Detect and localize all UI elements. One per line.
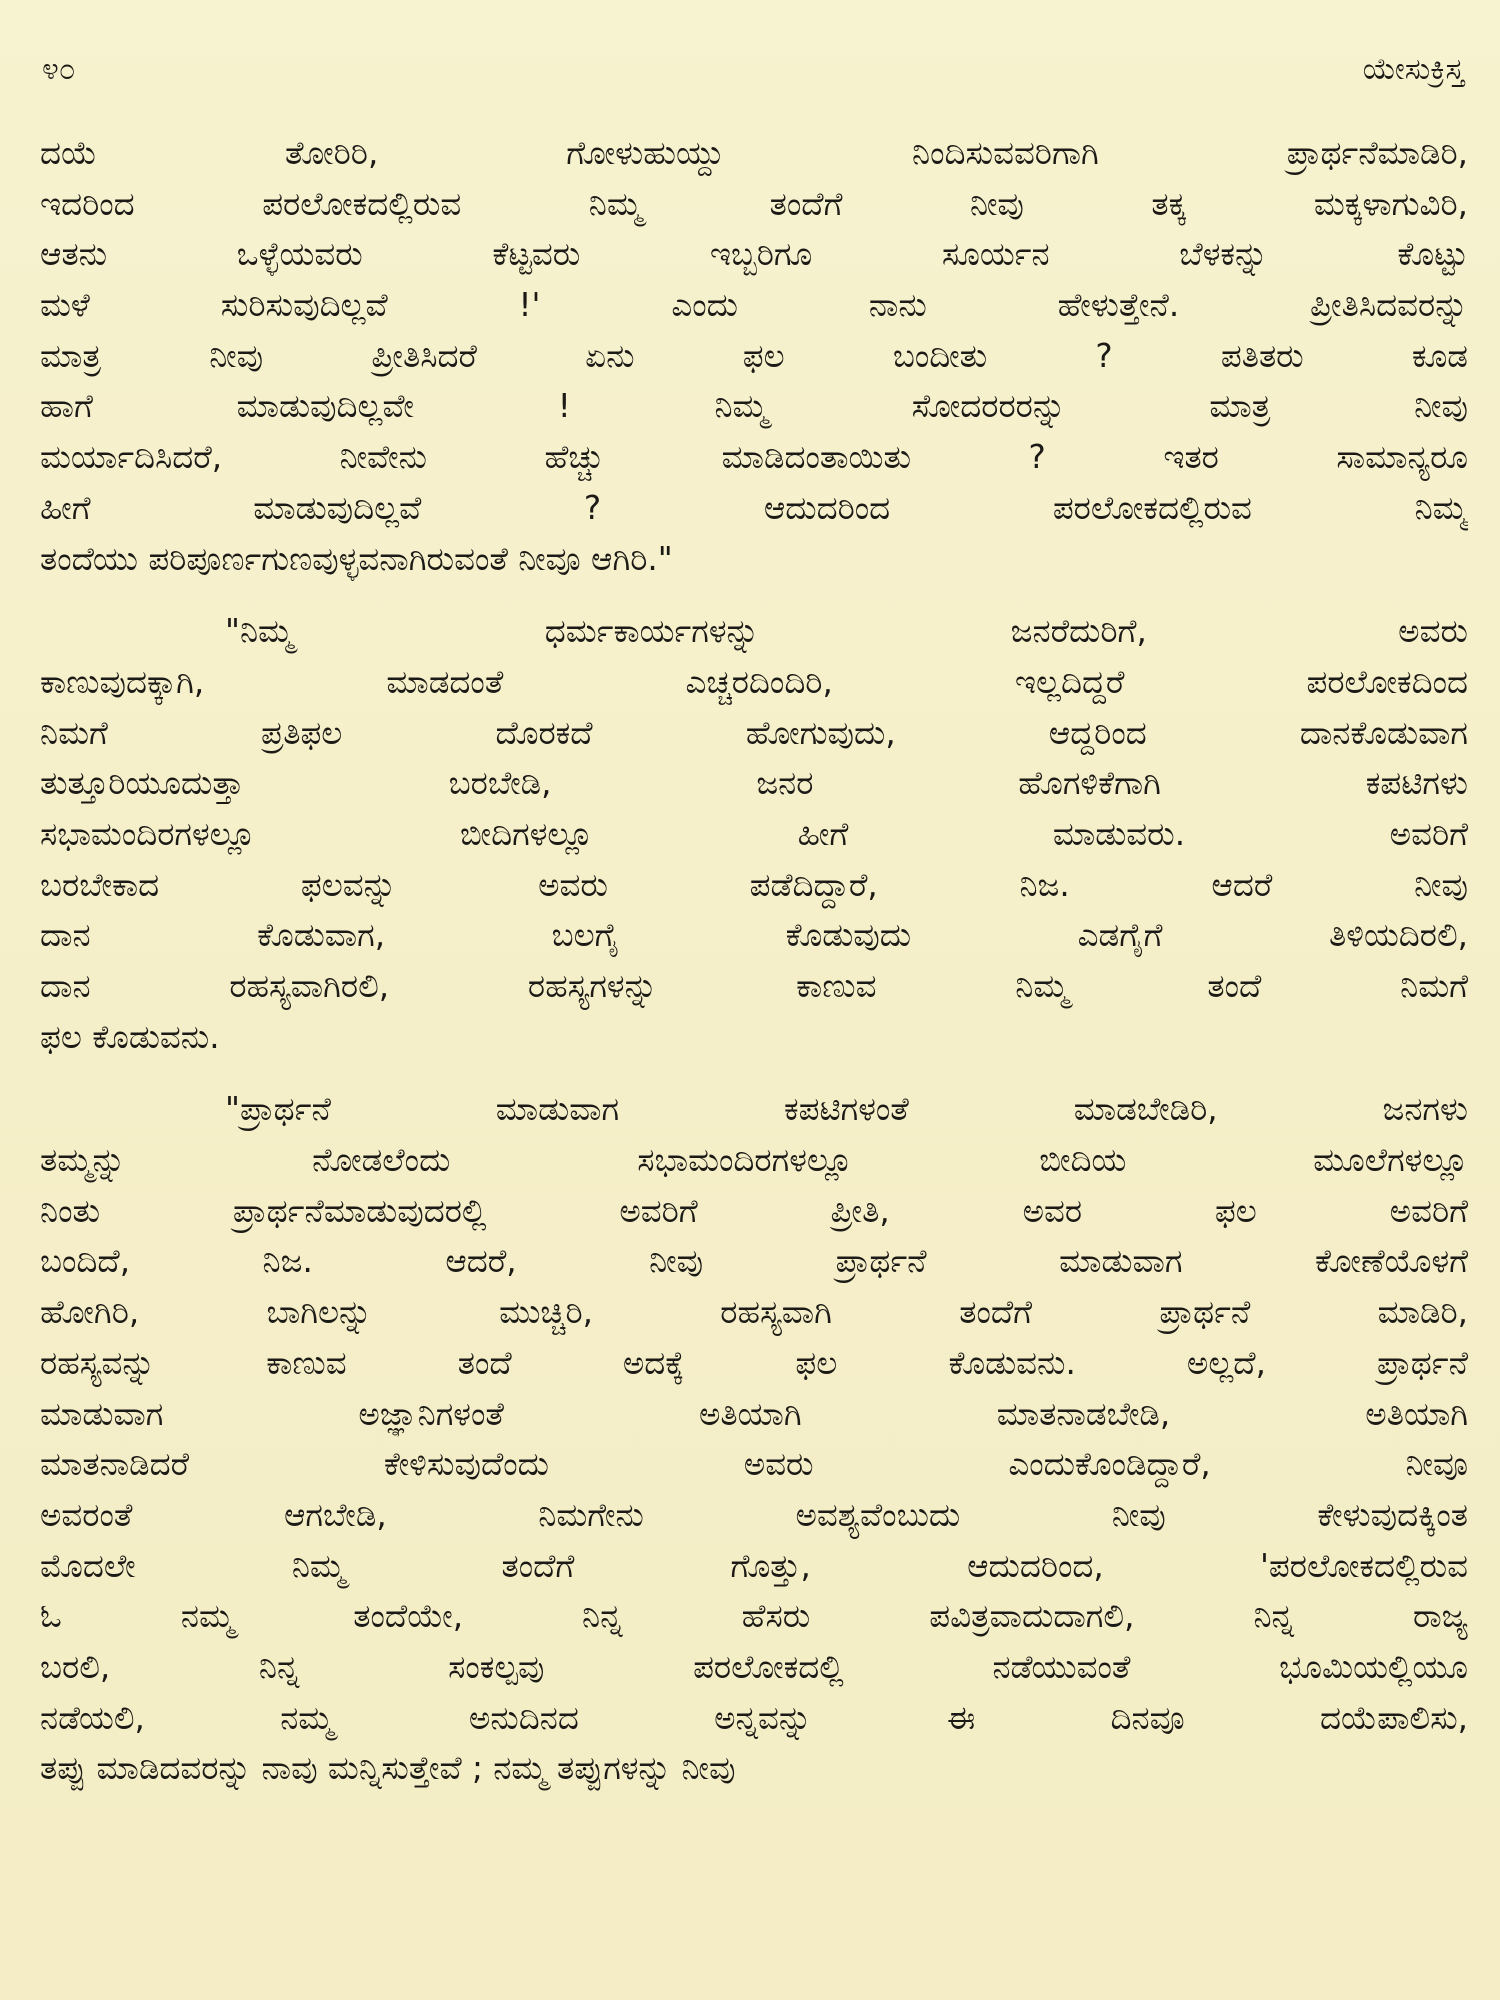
page-header: [42, 52, 1464, 112]
text-line: ದಾನ ಕೊಡುವಾಗ, ಬಲಗೈ ಕೊಡುವುದು ಎಡಗೈಗೆ ತಿಳಿಯದಿರಲಿ,: [40, 916, 1468, 955]
text-line: ಸಭಾಮಂದಿರಗಳಲ್ಲೂ ಬೀದಿಗಳಲ್ಲೂ ಹೀಗೆ ಮಾಡುವರು. ಅವರಿಗೆ: [40, 814, 1468, 853]
text-line: ರಹಸ್ಯವನ್ನು ಕಾಣುವ ತಂದೆ ಅದಕ್ಕೆ ಫಲ ಕೊಡುವನು. ಅಲ್ಲದೆ, ಪ್ರಾರ್ಥನೆ: [40, 1343, 1468, 1382]
text-line: ಇದರಿಂದ ಪರಲೋಕದಲ್ಲಿರುವ ನಿಮ್ಮ ತಂದೆಗೆ ನೀವು ತಕ್ಕ ಮಕ್ಕಳಾಗುವಿರಿ,: [40, 184, 1468, 223]
text-line: ಬಂದಿದೆ, ನಿಜ. ಆದರೆ, ನೀವು ಪ್ರಾರ್ಥನೆ ಮಾಡುವಾಗ ಕೋಣೆಯೊಳಗೆ: [40, 1242, 1468, 1281]
text-line: ಕಾಣುವುದಕ್ಕಾಗಿ, ಮಾಡದಂತೆ ಎಚ್ಚರದಿಂದಿರಿ, ಇಲ್ಲದಿದ್ದರೆ ಪರಲೋಕದಿಂದ: [40, 662, 1468, 701]
text-line: "ಪ್ರಾರ್ಥನೆ ಮಾಡುವಾಗ ಕಪಟಿಗಳಂತೆ ಮಾಡಬೇಡಿರಿ, ಜನಗಳು: [225, 1090, 1468, 1129]
text-line: ಹಾಗೆ ಮಾಡುವುದಿಲ್ಲವೇ ! ನಿಮ್ಮ ಸೋದರರರನ್ನು ಮಾತ್ರ ನೀವು: [40, 387, 1468, 426]
text-line: ತಪ್ಪು ಮಾಡಿದವರನ್ನು ನಾವು ಮನ್ನಿಸುತ್ತೇವೆ ; ನಮ್ಮ ತಪ್ಪುಗಳನ್ನು ನೀವು: [40, 1749, 736, 1788]
text-line: ನಿಮಗೆ ಪ್ರತಿಫಲ ದೊರಕದೆ ಹೋಗುವುದು, ಆದ್ದರಿಂದ ದಾನಕೊಡುವಾಗ: [40, 713, 1468, 752]
paragraph: [40, 128, 1468, 584]
text-line: ದಾನ ರಹಸ್ಯವಾಗಿರಲಿ, ರಹಸ್ಯಗಳನ್ನು ಕಾಣುವ ನಿಮ್ಮ ತಂದೆ ನಿಮಗೆ: [40, 967, 1468, 1005]
text-line: ಮಾತ್ರ ನೀವು ಪ್ರೀತಿಸಿದರೆ ಏನು ಫಲ ಬಂದೀತು ? ಪತಿತರು ಕೂಡ: [40, 336, 1468, 375]
text-line: ಅವರಂತೆ ಆಗಬೇಡಿ, ನಿಮಗೇನು ಅವಶ್ಯವೆಂಬುದು ನೀವು ಕೇಳುವುದಕ್ಕಿಂತ: [40, 1495, 1468, 1534]
paragraph: [40, 1084, 1468, 1794]
text-line: ಬರಬೇಕಾದ ಫಲವನ್ನು ಅವರು ಪಡೆದಿದ್ದಾರೆ, ನಿಜ. ಆದರೆ ನೀವು: [40, 865, 1468, 904]
text-line: ಮಾಡುವಾಗ ಅಜ್ಞಾನಿಗಳಂತೆ ಅತಿಯಾಗಿ ಮಾತನಾಡಬೇಡಿ, ಅತಿಯಾಗಿ: [40, 1394, 1468, 1433]
paragraph: [40, 606, 1468, 1062]
text-line: ಮಾತನಾಡಿದರೆ ಕೇಳಿಸುವುದೆಂದು ಅವರು ಎಂದುಕೊಂಡಿದ್ದಾರೆ, ನೀವೂ: [40, 1445, 1468, 1484]
text-line: ಆತನು ಒಳ್ಳೆಯವರು ಕೆಟ್ಟವರು ಇಬ್ಬರಿಗೂ ಸೂರ್ಯನ ಬೆಳಕನ್ನು ಕೊಟ್ಟು: [40, 235, 1468, 274]
text-line: "ನಿಮ್ಮ ಧರ್ಮಕಾರ್ಯಗಳನ್ನು ಜನರೆದುರಿಗೆ, ಅವರು: [225, 612, 1468, 651]
text-line: ಓ ನಮ್ಮ ತಂದೆಯೇ, ನಿನ್ನ ಹೆಸರು ಪವಿತ್ರವಾದುದಾಗಲಿ, ನಿನ್ನ ರಾಜ್ಯ: [40, 1597, 1468, 1636]
text-line: ದಯೆ ತೋರಿರಿ, ಗೋಳುಹುಯ್ದು ನಿಂದಿಸುವವರಿಗಾಗಿ ಪ್ರಾರ್ಥನೆಮಾಡಿರಿ,: [40, 134, 1468, 172]
text-line: ಮರ್ಯಾದಿಸಿದರೆ, ನೀವೇನು ಹೆಚ್ಚು ಮಾಡಿದಂತಾಯಿತು ? ಇತರ ಸಾಮಾನ್ಯರೂ: [40, 438, 1468, 477]
text-line: ತಮ್ಮನ್ನು ನೋಡಲೆಂದು ಸಭಾಮಂದಿರಗಳಲ್ಲೂ ಬೀದಿಯ ಮೂಲೆಗಳಲ್ಲೂ: [40, 1141, 1468, 1180]
text-line: ಹೀಗೆ ಮಾಡುವುದಿಲ್ಲವೆ ? ಆದುದರಿಂದ ಪರಲೋಕದಲ್ಲಿರುವ ನಿಮ್ಮ: [40, 488, 1468, 527]
text-line: ನಿಂತು ಪ್ರಾರ್ಥನೆಮಾಡುವುದರಲ್ಲಿ ಅವರಿಗೆ ಪ್ರೀತಿ, ಅವರ ಫಲ ಅವರಿಗೆ: [40, 1191, 1468, 1230]
text-line: ಮೊದಲೇ ನಿಮ್ಮ ತಂದೆಗೆ ಗೊತ್ತು, ಆದುದರಿಂದ, 'ಪರಲೋಕದಲ್ಲಿರುವ: [40, 1546, 1468, 1585]
text-line: ತಂದೆಯು ಪರಿಪೂರ್ಣಗುಣವುಳ್ಳವನಾಗಿರುವಂತೆ ನೀವೂ ಆಗಿರಿ.": [40, 539, 673, 578]
text-line: ಬರಲಿ, ನಿನ್ನ ಸಂಕಲ್ಪವು ಪರಲೋಕದಲ್ಲಿ ನಡೆಯುವಂತೆ ಭೂಮಿಯಲ್ಲಿಯೂ: [40, 1647, 1468, 1686]
page-number: ೪೦: [42, 52, 76, 87]
text-line: ತುತ್ತೂರಿಯೂದುತ್ತಾ ಬರಬೇಡಿ, ಜನರ ಹೊಗಳಿಕೆಗಾಗಿ ಕಪಟಿಗಳು: [40, 764, 1468, 803]
running-title: ಯೇಸುಕ್ರಿಸ್ತ: [1362, 52, 1464, 87]
text-line: ಹೋಗಿರಿ, ಬಾಗಿಲನ್ನು ಮುಚ್ಚಿರಿ, ರಹಸ್ಯವಾಗಿ ತಂದೆಗೆ ಪ್ರಾರ್ಥನೆ ಮಾಡಿರಿ,: [40, 1293, 1468, 1332]
text-line: ಮಳೆ ಸುರಿಸುವುದಿಲ್ಲವೆ !' ಎಂದು ನಾನು ಹೇಳುತ್ತೇನೆ. ಪ್ರೀತಿಸಿದವರನ್ನು: [40, 286, 1468, 325]
text-line: ಫಲ ಕೊಡುವನು.: [40, 1017, 220, 1056]
body-text: [40, 128, 1468, 1816]
text-line: ನಡೆಯಲಿ, ನಮ್ಮ ಅನುದಿನದ ಅನ್ನವನ್ನು ಈ ದಿನವೂ ದಯೆಪಾಲಿಸು,: [40, 1698, 1468, 1737]
